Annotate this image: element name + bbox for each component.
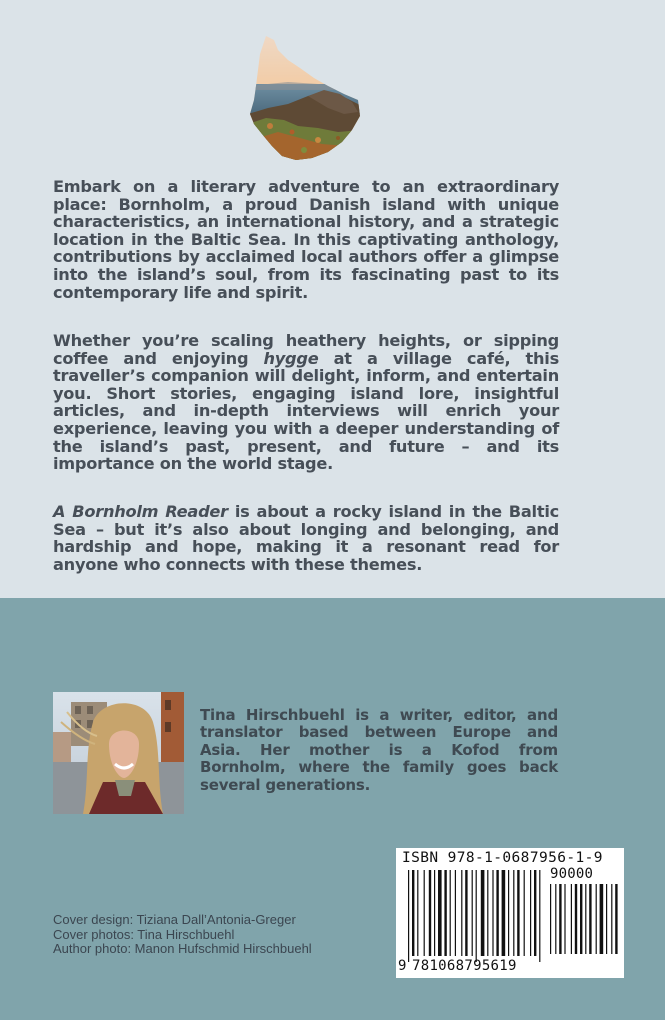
addon-bar [606,884,607,954]
barcode-bar [429,870,431,956]
barcode-bar [539,870,540,962]
barcode-bar [487,870,488,956]
blurb-paragraph-1: Embark on a literary adventure to an extraordinary place: Bornholm, a proud Danish island with unique characteristics, an international history, and a strategic location in the Baltic Sea. In this captivating anthology, contributions by acclaimed local authors offer a glimpse into the island’s soul, from its fascinating past to its contemporary life and spirit. [53,177,559,302]
barcode-bar [465,870,467,956]
book-title-emphasis: A Bornholm Reader [53,502,228,521]
barcode-bar [412,870,414,956]
addon-bar [580,884,582,954]
addon-bar [611,884,612,954]
barcode-bar [530,870,531,956]
barcode-bar [481,870,485,956]
barcode-bar [472,870,473,956]
blurb-p2-end: at a village café, this traveller’s companion will delight, inform, and entertain you. Short stories, engaging island lore, insightful articles, and in-depth interviews will enrich your experience, leaving you with a deeper understanding of the island’s past, present, and future – and its importance on the world stage. [53,348,559,474]
addon-bar [575,884,577,954]
author-bio: Tina Hirschbuehl is a writer, editor, and translator based between Europe and Asia. Her mother is a Kofod from Bornholm, where the family goes back several generations. [200,706,558,794]
cover-credits [53,913,312,957]
barcode-bar [461,870,462,956]
barcode-bar [424,870,425,956]
barcode-bar [444,870,446,956]
cover-design-credit: Cover design: Tiziana Dall’Antonia-Greger [53,912,296,927]
ean-lead-digit: 9 [398,958,407,974]
addon-bar [615,884,617,954]
addon-bar [559,884,561,954]
author-photo-credit: Author photo: Manon Hufschmid Hirschbuehl [53,941,312,956]
barcode-bar [517,870,519,956]
barcode-bar [408,870,409,962]
addon-bar [571,884,572,954]
barcode-bar [438,870,442,956]
barcode-bar [455,870,456,956]
addon-bar [596,884,597,954]
isbn-barcode [396,848,624,978]
blurb-paragraph-3 [53,503,559,573]
ean-digits: 781068795619 [412,958,517,974]
author-photo [53,692,184,814]
barcode-bar [534,870,536,956]
barcode-bar [502,870,506,956]
addon-bar [555,884,556,954]
addon-bar [589,884,591,954]
cover-photos-credit: Cover photos: Tina Hirschbuehl [53,926,235,942]
barcode-bar [434,870,435,956]
addon-bar [564,884,565,954]
barcode-bar [476,870,477,962]
isbn-number: ISBN 978-1-0687956-1-9 [402,850,603,866]
bornholm-island-photo [248,34,362,164]
blurb-paragraph-2 [53,332,559,473]
barcode-bar [417,870,418,956]
barcode-bar [492,870,493,956]
barcode-bar [450,870,451,956]
barcode-bar [496,870,498,956]
addon-bar [550,884,551,954]
barcode-bar [513,870,514,956]
blurb-p2-start: Whether you’re scaling heathery heights, or sipping coffee and enjoying [53,331,559,368]
barcode-bar [508,870,509,956]
price-code: 90000 [550,866,594,882]
addon-bar [600,884,604,954]
barcode-bar [524,870,525,956]
addon-bar [585,884,586,954]
blurb-p3-end: is about a rocky island in the Baltic Sea – but it’s also about longing and belonging, and hardship and hope, making it a resonant read for anyone who connects with these themes. [53,502,559,574]
blurb-p2-emphasis: hygge [263,348,319,368]
